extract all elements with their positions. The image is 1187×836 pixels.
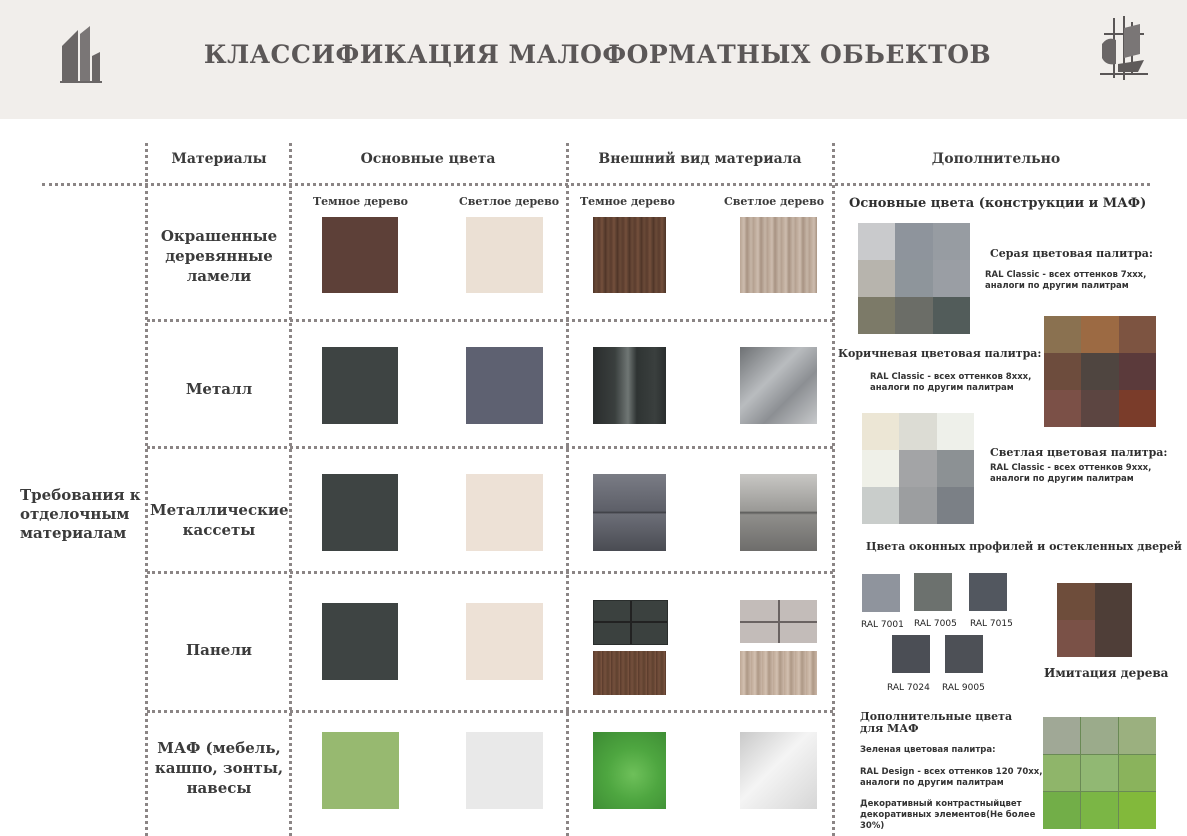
decor-note: декоративных элементов(Не более	[860, 810, 1036, 820]
light-wood-texture-image	[740, 217, 817, 293]
dark-color-swatch	[322, 347, 398, 424]
light-palette-cell	[899, 413, 936, 450]
green-palette-cell	[1043, 717, 1080, 754]
row-label-painted-wood: Окрашенные деревянные ламели	[160, 227, 278, 285]
light-palette-cell	[937, 413, 974, 450]
green-palette-cell	[1119, 755, 1156, 792]
green-palette-cell	[1081, 792, 1118, 829]
ral-7024-label: RAL 7024	[887, 683, 930, 693]
wood-imitation-label: Имитация дерева	[1044, 666, 1169, 680]
subheader-light-wood: Светлое дерево	[459, 195, 560, 208]
window-profiles-title: Цвета оконных профилей и остекленных дверей	[866, 540, 1182, 553]
green-palette-cell	[1043, 755, 1080, 792]
header-divider	[42, 183, 1150, 186]
column-header-additional: Дополнительно	[931, 151, 1061, 167]
light-color-swatch	[466, 217, 543, 293]
gray-palette-cell	[858, 297, 895, 334]
dark-color-swatch	[322, 603, 398, 680]
wood-imitation-cell	[1095, 620, 1133, 657]
light-palette-title: Светлая цветовая палитра:	[990, 446, 1168, 459]
row-divider	[147, 319, 833, 322]
side-label: Требования к отделочным материалам	[20, 486, 141, 542]
grid-divider	[566, 143, 569, 836]
dark-cassette-texture-image	[593, 474, 666, 551]
ral-7005-swatch	[914, 573, 952, 611]
main-colors-title: Основные цвета (конструкции и МАФ)	[849, 196, 1147, 211]
light-color-swatch	[466, 732, 543, 809]
row-divider	[147, 446, 833, 449]
green-material-texture-image	[593, 732, 666, 809]
gray-palette-cell	[895, 297, 932, 334]
brown-palette-cell	[1044, 390, 1081, 427]
brown-palette-cell	[1119, 316, 1156, 353]
dark-wood-panel-texture-image	[593, 651, 666, 695]
brown-palette-cell	[1081, 390, 1118, 427]
light-cassette-texture-image	[740, 474, 817, 551]
grid-divider	[289, 143, 292, 836]
light-color-swatch	[466, 474, 543, 551]
subheader-dark-wood: Темное дерево	[313, 195, 408, 208]
brown-palette-grid	[1044, 316, 1156, 427]
light-palette-cell	[862, 450, 899, 487]
ral-9005-swatch	[945, 635, 983, 673]
green-palette-desc: аналоги по другим палитрам	[860, 778, 1004, 788]
row-label-metal: Металл	[185, 380, 253, 398]
gray-palette-cell	[858, 260, 895, 297]
row-divider	[147, 571, 833, 574]
brown-palette-cell	[1119, 390, 1156, 427]
dark-metal-texture-image	[593, 347, 666, 424]
row-label-metal-cassettes: Металлические кассеты	[150, 501, 289, 539]
gray-palette-grid	[858, 223, 970, 334]
gray-palette-cell	[895, 260, 932, 297]
green-palette-cell	[1043, 792, 1080, 829]
green-palette-cell	[1119, 792, 1156, 829]
brown-palette-cell	[1119, 353, 1156, 390]
green-palette-grid	[1043, 717, 1156, 829]
gray-palette-cell	[858, 223, 895, 260]
brown-palette-desc: аналоги по другим палитрам	[870, 383, 1014, 393]
light-palette-cell	[937, 450, 974, 487]
grid-divider	[145, 143, 148, 836]
ral-7015-label: RAL 7015	[970, 619, 1013, 629]
green-palette-title: Зеленая цветовая палитра:	[860, 745, 996, 755]
column-header-materials: Материалы	[171, 151, 267, 167]
light-panel-texture-image	[740, 600, 817, 643]
dark-color-swatch	[322, 732, 399, 809]
gray-palette-desc: RAL Classic - всех оттенков 7ххх,	[985, 270, 1147, 280]
green-palette-cell	[1081, 717, 1118, 754]
wood-imitation-cell	[1095, 583, 1133, 620]
light-palette-grid	[862, 413, 974, 524]
light-color-swatch	[466, 603, 543, 680]
green-palette-cell	[1081, 755, 1118, 792]
light-wood-panel-texture-image	[740, 651, 817, 695]
brown-palette-cell	[1044, 316, 1081, 353]
wood-imitation-grid	[1057, 583, 1132, 657]
dark-color-swatch	[322, 474, 398, 551]
ral-7005-label: RAL 7005	[914, 619, 957, 629]
light-palette-desc: аналоги по другим палитрам	[990, 474, 1134, 484]
gray-palette-cell	[933, 297, 970, 334]
wood-imitation-cell	[1057, 620, 1095, 657]
light-palette-cell	[937, 487, 974, 524]
dark-color-swatch	[322, 217, 398, 293]
brown-palette-desc: RAL Classic - всех оттенков 8ххх,	[870, 372, 1032, 382]
light-palette-cell	[899, 450, 936, 487]
gray-palette-cell	[895, 223, 932, 260]
column-header-appearance: Внешний вид материала	[598, 151, 802, 167]
subheader-dark-wood: Темное дерево	[580, 195, 675, 208]
light-palette-cell	[862, 487, 899, 524]
row-divider	[147, 710, 833, 713]
dark-wood-texture-image	[593, 217, 666, 293]
brown-palette-cell	[1044, 353, 1081, 390]
light-palette-desc: RAL Classic - всех оттенков 9ххх,	[990, 463, 1152, 473]
column-header-main-colors: Основные цвета	[360, 151, 496, 167]
ral-7001-label: RAL 7001	[861, 620, 904, 630]
brown-palette-cell	[1081, 353, 1118, 390]
dark-panel-texture-image	[593, 600, 668, 645]
wood-imitation-cell	[1057, 583, 1095, 620]
ral-7024-swatch	[892, 635, 930, 673]
gray-palette-desc: аналоги по другим палитрам	[985, 281, 1129, 291]
page-title: КЛАССИФИКАЦИЯ МАЛОФОРМАТНЫХ ОБЬЕКТОВ	[203, 40, 992, 69]
ral-7001-swatch	[862, 574, 900, 612]
extra-colors-title: Дополнительные цвета	[860, 710, 1013, 723]
row-label-maf: МАФ (мебель, кашпо, зонты, навесы	[154, 739, 284, 797]
subheader-light-wood: Светлое дерево	[724, 195, 825, 208]
light-palette-cell	[899, 487, 936, 524]
grid-divider	[832, 143, 835, 836]
gray-palette-cell	[933, 260, 970, 297]
ral-7015-swatch	[969, 573, 1007, 611]
gray-palette-cell	[933, 223, 970, 260]
green-palette-cell	[1119, 717, 1156, 754]
gray-palette-title: Серая цветовая палитра:	[990, 247, 1153, 260]
architect-emblem-icon	[1094, 14, 1152, 82]
decor-note: Декоративный контрастныйцвет	[860, 799, 1022, 809]
brown-palette-title: Коричневая цветовая палитра:	[838, 347, 1042, 360]
light-color-swatch	[466, 347, 543, 424]
green-palette-desc: RAL Design - всех оттенков 120 70хх,	[860, 767, 1043, 777]
brown-palette-cell	[1081, 316, 1118, 353]
ral-9005-label: RAL 9005	[942, 683, 985, 693]
light-palette-cell	[862, 413, 899, 450]
extra-colors-title: для МАФ	[860, 722, 919, 735]
light-metal-texture-image	[740, 347, 817, 424]
white-material-texture-image	[740, 732, 817, 809]
row-label-panels: Панели	[185, 641, 253, 659]
decor-note: 30%)	[860, 821, 885, 831]
